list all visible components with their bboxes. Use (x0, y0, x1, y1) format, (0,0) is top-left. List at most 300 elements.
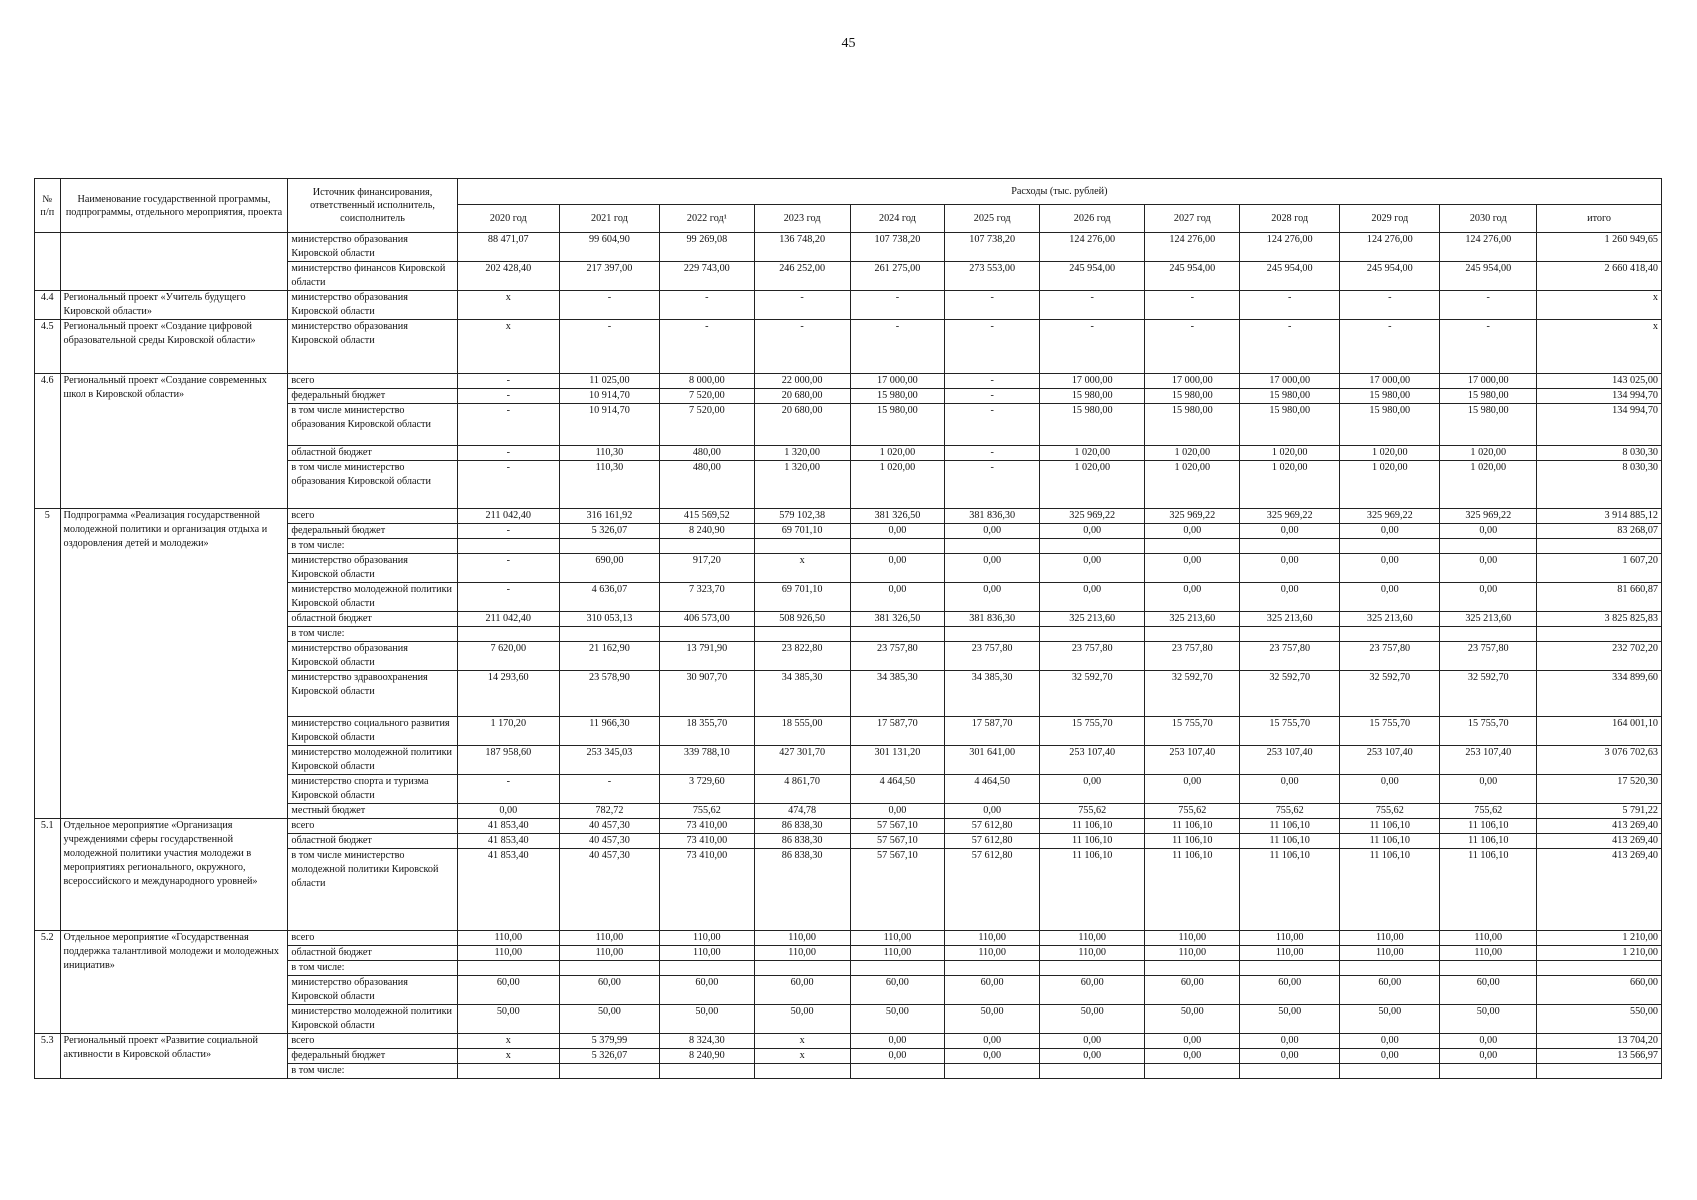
total-value: 1 260 949,65 (1537, 233, 1662, 262)
table-row (35, 291, 1662, 320)
year-value (559, 627, 659, 642)
year-value: 110,00 (945, 931, 1040, 946)
year-value: 57 567,10 (850, 819, 945, 834)
year-value: 8 000,00 (659, 374, 754, 389)
year-value: 60,00 (1145, 976, 1240, 1005)
year-value: 0,00 (1440, 775, 1537, 804)
funding-source: в том числе: (288, 539, 457, 554)
year-value: 1 020,00 (1040, 461, 1145, 509)
year-value: 57 567,10 (850, 849, 945, 931)
year-value: 0,00 (457, 804, 559, 819)
year-value: 32 592,70 (1440, 671, 1537, 717)
year-value: - (659, 291, 754, 320)
year-value: 69 701,10 (754, 583, 850, 612)
year-value: - (945, 320, 1040, 374)
table-row (35, 233, 1662, 262)
year-value: 11 106,10 (1145, 834, 1240, 849)
year-value: 32 592,70 (1340, 671, 1440, 717)
year-value: 15 980,00 (1440, 404, 1537, 446)
year-value: 0,00 (1145, 775, 1240, 804)
year-value: 0,00 (1440, 583, 1537, 612)
year-value: 86 838,30 (754, 834, 850, 849)
year-value: - (850, 291, 945, 320)
year-value: 11 106,10 (1440, 849, 1537, 931)
year-value: 7 323,70 (659, 583, 754, 612)
year-value: x (754, 1049, 850, 1064)
year-value: 110,00 (945, 946, 1040, 961)
year-value: 22 000,00 (754, 374, 850, 389)
year-value: - (945, 374, 1040, 389)
year-value: 15 980,00 (1240, 404, 1340, 446)
total-value: 2 660 418,40 (1537, 262, 1662, 291)
year-value: 755,62 (1440, 804, 1537, 819)
table-row (35, 320, 1662, 374)
year-value: 110,00 (659, 946, 754, 961)
year-value (559, 961, 659, 976)
year-value: - (1240, 291, 1340, 320)
header-number: № п/п (35, 179, 61, 233)
year-value (457, 1064, 559, 1079)
year-value: - (1145, 320, 1240, 374)
funding-source: всего (288, 931, 457, 946)
year-value: 15 980,00 (1240, 389, 1340, 404)
year-value: - (945, 404, 1040, 446)
year-value: 15 755,70 (1440, 717, 1537, 746)
year-value: 427 301,70 (754, 746, 850, 775)
year-value: 86 838,30 (754, 849, 850, 931)
year-value: 17 587,70 (850, 717, 945, 746)
year-value (1340, 539, 1440, 554)
total-value: x (1537, 320, 1662, 374)
year-value: 0,00 (1340, 1034, 1440, 1049)
year-value: - (754, 320, 850, 374)
year-value: 41 853,40 (457, 849, 559, 931)
year-value: 110,00 (850, 931, 945, 946)
year-value: 23 757,80 (1240, 642, 1340, 671)
year-value: 110,00 (1145, 931, 1240, 946)
year-value: 110,00 (754, 946, 850, 961)
year-value: 1 020,00 (1145, 461, 1240, 509)
year-value: 0,00 (1145, 524, 1240, 539)
total-value: x (1537, 291, 1662, 320)
year-value: 23 757,80 (1340, 642, 1440, 671)
year-value: - (1040, 291, 1145, 320)
table-row (35, 374, 1662, 389)
year-value: 11 106,10 (1145, 849, 1240, 931)
year-value: 0,00 (1440, 524, 1537, 539)
year-value: 124 276,00 (1440, 233, 1537, 262)
year-value: 110,00 (850, 946, 945, 961)
year-value: 0,00 (1145, 554, 1240, 583)
year-value: 15 980,00 (1340, 389, 1440, 404)
year-value: 110,00 (457, 931, 559, 946)
year-value: 1 320,00 (754, 446, 850, 461)
year-value: 5 379,99 (559, 1034, 659, 1049)
funding-source: министерство молодежной политики Кировской области (288, 746, 457, 775)
year-value: 579 102,38 (754, 509, 850, 524)
year-value: 0,00 (1040, 583, 1145, 612)
year-value (1040, 627, 1145, 642)
year-value: 0,00 (1340, 775, 1440, 804)
total-value (1537, 1064, 1662, 1079)
year-value: 41 853,40 (457, 819, 559, 834)
total-value (1537, 539, 1662, 554)
year-value: 11 106,10 (1340, 849, 1440, 931)
program-name: Региональный проект «Создание современных школ в Кировской области» (60, 374, 288, 509)
year-value: 4 636,07 (559, 583, 659, 612)
year-value: 1 020,00 (850, 446, 945, 461)
year-value: 0,00 (1440, 1049, 1537, 1064)
year-value: 301 641,00 (945, 746, 1040, 775)
funding-source: в том числе: (288, 627, 457, 642)
year-value: 1 020,00 (1240, 446, 1340, 461)
year-value: 15 980,00 (1145, 389, 1240, 404)
table-row (35, 1034, 1662, 1049)
year-value: 50,00 (1145, 1005, 1240, 1034)
year-value: 0,00 (1440, 1034, 1537, 1049)
year-value: 21 162,90 (559, 642, 659, 671)
header-name: Наименование государственной программы, подпрограммы, отдельного мероприятия, проекта (60, 179, 288, 233)
year-value: 40 457,30 (559, 834, 659, 849)
year-value: - (457, 775, 559, 804)
year-value: 11 106,10 (1040, 819, 1145, 834)
year-value (559, 1064, 659, 1079)
year-value: 23 757,80 (945, 642, 1040, 671)
table-body (35, 233, 1662, 1079)
year-value: - (457, 524, 559, 539)
year-value: 57 612,80 (945, 819, 1040, 834)
year-value: 782,72 (559, 804, 659, 819)
funding-source: в том числе министерство образования Кировской области (288, 404, 457, 446)
year-value: - (1440, 291, 1537, 320)
total-value: 413 269,40 (1537, 834, 1662, 849)
funding-source: федеральный бюджет (288, 389, 457, 404)
year-value: - (850, 320, 945, 374)
year-value (659, 961, 754, 976)
year-value: 7 520,00 (659, 389, 754, 404)
row-number: 4.6 (35, 374, 61, 509)
total-value: 1 607,20 (1537, 554, 1662, 583)
year-value: - (945, 461, 1040, 509)
year-value: 88 471,07 (457, 233, 559, 262)
year-value: 0,00 (1340, 554, 1440, 583)
funding-source: министерство образования Кировской области (288, 976, 457, 1005)
program-name: Региональный проект «Создание цифровой образовательной среды Кировской области» (60, 320, 288, 374)
year-value: 15 755,70 (1145, 717, 1240, 746)
year-value: 755,62 (1040, 804, 1145, 819)
year-value: 245 954,00 (1340, 262, 1440, 291)
year-value: 15 755,70 (1040, 717, 1145, 746)
year-value (1440, 627, 1537, 642)
year-value: 690,00 (559, 554, 659, 583)
funding-source: всего (288, 1034, 457, 1049)
row-number (35, 233, 61, 291)
year-value: 339 788,10 (659, 746, 754, 775)
year-value: 23 757,80 (1440, 642, 1537, 671)
year-value: 60,00 (1440, 976, 1537, 1005)
header-year: 2026 год (1040, 205, 1145, 233)
year-value: 253 107,40 (1440, 746, 1537, 775)
header-year: 2028 год (1240, 205, 1340, 233)
year-value: 1 020,00 (850, 461, 945, 509)
total-value: 17 520,30 (1537, 775, 1662, 804)
year-value: 381 836,30 (945, 612, 1040, 627)
total-value: 83 268,07 (1537, 524, 1662, 539)
row-number: 5 (35, 509, 61, 819)
year-value: 110,00 (754, 931, 850, 946)
year-value: - (457, 389, 559, 404)
year-value: 8 324,30 (659, 1034, 754, 1049)
year-value: 60,00 (559, 976, 659, 1005)
year-value: 246 252,00 (754, 262, 850, 291)
year-value: 32 592,70 (1145, 671, 1240, 717)
year-value: 17 000,00 (1440, 374, 1537, 389)
year-value: 325 969,22 (1145, 509, 1240, 524)
total-value: 232 702,20 (1537, 642, 1662, 671)
year-value: 14 293,60 (457, 671, 559, 717)
year-value: 0,00 (1440, 554, 1537, 583)
year-value: 273 553,00 (945, 262, 1040, 291)
year-value: 50,00 (1440, 1005, 1537, 1034)
year-value: 310 053,13 (559, 612, 659, 627)
row-number: 5.3 (35, 1034, 61, 1079)
year-value: 15 755,70 (1240, 717, 1340, 746)
year-value: 0,00 (1340, 1049, 1440, 1064)
year-value: 124 276,00 (1145, 233, 1240, 262)
funding-source: министерство молодежной политики Кировской области (288, 1005, 457, 1034)
year-value: - (659, 320, 754, 374)
year-value (1040, 539, 1145, 554)
year-value: 50,00 (945, 1005, 1040, 1034)
year-value (1340, 1064, 1440, 1079)
year-value: 5 326,07 (559, 524, 659, 539)
year-value: 0,00 (1240, 524, 1340, 539)
year-value: 1 020,00 (1440, 461, 1537, 509)
year-value (1340, 961, 1440, 976)
total-value: 1 210,00 (1537, 931, 1662, 946)
total-value: 413 269,40 (1537, 819, 1662, 834)
year-value: 73 410,00 (659, 849, 754, 931)
year-value: x (754, 554, 850, 583)
year-value: 50,00 (559, 1005, 659, 1034)
year-value: 18 355,70 (659, 717, 754, 746)
year-value (945, 1064, 1040, 1079)
year-value: 0,00 (1240, 554, 1340, 583)
year-value: 229 743,00 (659, 262, 754, 291)
year-value: 0,00 (1340, 524, 1440, 539)
total-value: 164 001,10 (1537, 717, 1662, 746)
year-value (1240, 627, 1340, 642)
header-source: Источник финансирования, ответственный исполнитель, соисполнитель (288, 179, 457, 233)
total-value: 143 025,00 (1537, 374, 1662, 389)
year-value (850, 1064, 945, 1079)
year-value: - (1440, 320, 1537, 374)
year-value: 50,00 (457, 1005, 559, 1034)
year-value: 110,30 (559, 446, 659, 461)
year-value: 23 822,80 (754, 642, 850, 671)
year-value: 202 428,40 (457, 262, 559, 291)
year-value: - (457, 554, 559, 583)
year-value: 4 464,50 (945, 775, 1040, 804)
funding-source: министерство образования Кировской области (288, 320, 457, 374)
year-value (1040, 961, 1145, 976)
year-value: 30 907,70 (659, 671, 754, 717)
year-value: 0,00 (1040, 1049, 1145, 1064)
year-value: 50,00 (1040, 1005, 1145, 1034)
year-value (559, 539, 659, 554)
year-value: 73 410,00 (659, 834, 754, 849)
year-value: 0,00 (850, 554, 945, 583)
year-value: x (457, 320, 559, 374)
year-value: 110,00 (457, 946, 559, 961)
table-row (35, 509, 1662, 524)
total-value (1537, 627, 1662, 642)
year-value: 7 520,00 (659, 404, 754, 446)
funding-source: министерство финансов Кировской области (288, 262, 457, 291)
row-number: 5.1 (35, 819, 61, 931)
row-number: 5.2 (35, 931, 61, 1034)
funding-source: всего (288, 819, 457, 834)
year-value: 4 861,70 (754, 775, 850, 804)
year-value: 99 604,90 (559, 233, 659, 262)
year-value: 60,00 (457, 976, 559, 1005)
year-value: 301 131,20 (850, 746, 945, 775)
funding-source: областной бюджет (288, 612, 457, 627)
year-value: - (1145, 291, 1240, 320)
year-value (457, 539, 559, 554)
year-value: - (1240, 320, 1340, 374)
year-value: 1 020,00 (1340, 461, 1440, 509)
year-value: 15 980,00 (850, 404, 945, 446)
year-value: 73 410,00 (659, 819, 754, 834)
year-value: 0,00 (945, 583, 1040, 612)
year-value: 15 980,00 (850, 389, 945, 404)
year-value (754, 627, 850, 642)
header-year: 2029 год (1340, 205, 1440, 233)
year-value: 50,00 (850, 1005, 945, 1034)
year-value: 110,00 (659, 931, 754, 946)
header-year: 2030 год (1440, 205, 1537, 233)
year-value (850, 627, 945, 642)
year-value: 60,00 (659, 976, 754, 1005)
funding-source: министерство образования Кировской области (288, 233, 457, 262)
funding-source: федеральный бюджет (288, 1049, 457, 1064)
header-year: 2020 год (457, 205, 559, 233)
year-value: 381 326,50 (850, 612, 945, 627)
year-value: 11 106,10 (1440, 819, 1537, 834)
year-value: 1 020,00 (1440, 446, 1537, 461)
year-value: 0,00 (850, 524, 945, 539)
year-value: 1 020,00 (1240, 461, 1340, 509)
year-value: 381 326,50 (850, 509, 945, 524)
funding-source: в том числе: (288, 961, 457, 976)
year-value: - (945, 291, 1040, 320)
year-value: 18 555,00 (754, 717, 850, 746)
year-value (754, 539, 850, 554)
year-value: 0,00 (945, 554, 1040, 583)
year-value: 50,00 (659, 1005, 754, 1034)
year-value: 57 612,80 (945, 834, 1040, 849)
program-name (60, 233, 288, 291)
year-value: 755,62 (659, 804, 754, 819)
year-value: 15 980,00 (1145, 404, 1240, 446)
year-value: 253 345,03 (559, 746, 659, 775)
year-value: 245 954,00 (1040, 262, 1145, 291)
funding-source: всего (288, 509, 457, 524)
total-value: 334 899,60 (1537, 671, 1662, 717)
year-value (1145, 539, 1240, 554)
funding-source: областной бюджет (288, 946, 457, 961)
year-value: 1 320,00 (754, 461, 850, 509)
year-value: 15 980,00 (1040, 404, 1145, 446)
year-value: 124 276,00 (1240, 233, 1340, 262)
year-value: 11 106,10 (1340, 834, 1440, 849)
year-value: 245 954,00 (1145, 262, 1240, 291)
year-value: 0,00 (850, 1049, 945, 1064)
year-value: 755,62 (1240, 804, 1340, 819)
header-year: 2021 год (559, 205, 659, 233)
total-value: 13 566,97 (1537, 1049, 1662, 1064)
year-value: 124 276,00 (1040, 233, 1145, 262)
year-value: 508 926,50 (754, 612, 850, 627)
year-value: 57 612,80 (945, 849, 1040, 931)
year-value: 245 954,00 (1440, 262, 1537, 291)
year-value (754, 1064, 850, 1079)
year-value: 755,62 (1145, 804, 1240, 819)
total-value: 134 994,70 (1537, 404, 1662, 446)
year-value: x (457, 1049, 559, 1064)
year-value: 11 966,30 (559, 717, 659, 746)
year-value: 110,30 (559, 461, 659, 509)
year-value: 11 106,10 (1240, 819, 1340, 834)
year-value: 480,00 (659, 461, 754, 509)
year-value: 110,00 (559, 931, 659, 946)
year-value: 253 107,40 (1040, 746, 1145, 775)
year-value: 253 107,40 (1240, 746, 1340, 775)
year-value: 1 170,20 (457, 717, 559, 746)
year-value: 11 106,10 (1040, 834, 1145, 849)
year-value: 8 240,90 (659, 1049, 754, 1064)
year-value: 211 042,40 (457, 612, 559, 627)
table-header (35, 179, 1662, 233)
total-value: 3 076 702,63 (1537, 746, 1662, 775)
year-value: 0,00 (1240, 1049, 1340, 1064)
year-value: 20 680,00 (754, 389, 850, 404)
year-value: 0,00 (945, 1034, 1040, 1049)
row-number: 4.4 (35, 291, 61, 320)
year-value: 0,00 (1040, 554, 1145, 583)
year-value: 0,00 (1340, 583, 1440, 612)
budget-table (34, 178, 1662, 1079)
year-value (850, 961, 945, 976)
year-value (659, 627, 754, 642)
year-value: 245 954,00 (1240, 262, 1340, 291)
year-value: 10 914,70 (559, 389, 659, 404)
year-value: 86 838,30 (754, 819, 850, 834)
year-value: 23 757,80 (1145, 642, 1240, 671)
year-value (1145, 627, 1240, 642)
year-value (754, 961, 850, 976)
year-value: 110,00 (1340, 931, 1440, 946)
year-value: 15 980,00 (1340, 404, 1440, 446)
year-value: 40 457,30 (559, 819, 659, 834)
year-value: 17 000,00 (1340, 374, 1440, 389)
funding-source: областной бюджет (288, 446, 457, 461)
year-value (457, 627, 559, 642)
year-value: 17 000,00 (1240, 374, 1340, 389)
year-value: 34 385,30 (850, 671, 945, 717)
header-expenses: Расходы (тыс. рублей) (457, 179, 1661, 205)
